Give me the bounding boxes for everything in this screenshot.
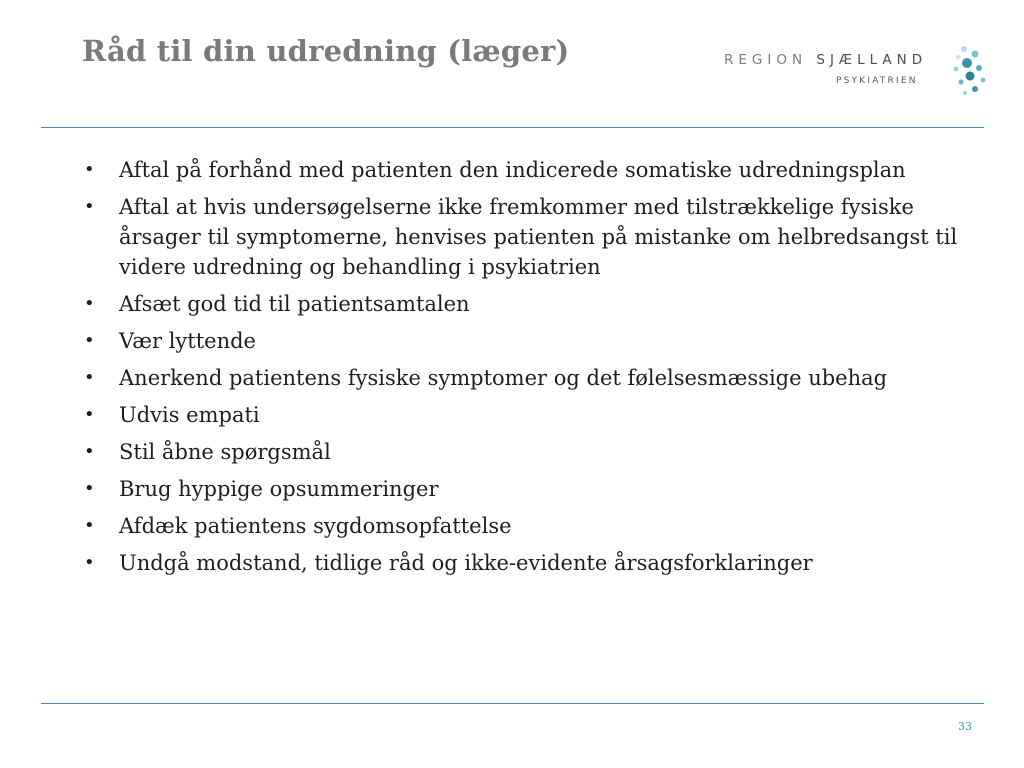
bullet-item: • Afsæt god tid til patientsamtalen (80, 289, 985, 319)
logo-wordmark (724, 52, 927, 68)
header-divider (41, 127, 984, 128)
footer-divider (41, 703, 984, 704)
logo-name-text: SJÆLLAND (816, 52, 928, 68)
bullet-dot-icon: • (84, 330, 95, 351)
bullet-dot-icon: • (84, 515, 95, 536)
bullet-item: • Stil åbne spørgsmål (80, 437, 985, 467)
bullet-list (80, 155, 985, 585)
bullet-dot-icon: • (84, 441, 95, 462)
bullet-item: • Vær lyttende (80, 326, 985, 356)
bullet-item: • Anerkend patientens fysiske symptomer og det følelsesmæssige ubehag (80, 363, 985, 393)
region-sjaelland-logo (720, 42, 990, 102)
bullet-dot-icon: • (84, 196, 95, 217)
bullet-dot-icon: • (84, 367, 95, 388)
bullet-item: • Udvis empati (80, 400, 985, 430)
bullet-dot-icon: • (84, 159, 95, 180)
bullet-item: • Undgå modstand, tidlige råd og ikke-evidente årsagsforklaringer (80, 548, 985, 578)
bullet-dot-icon: • (84, 404, 95, 425)
bullet-dot-icon: • (84, 293, 95, 314)
logo-subtitle: PSYKIATRIEN (836, 76, 918, 86)
bullet-item: • Aftal på forhånd med patienten den indicerede somatiske udredningsplan (80, 155, 985, 185)
logo-region-text: REGION (724, 52, 817, 68)
dots-logo-icon (945, 42, 990, 102)
slide-title: Råd til din udredning (læger) (82, 34, 570, 68)
page-number: 33 (958, 720, 972, 733)
bullet-item: • Aftal at hvis undersøgelserne ikke fremkommer med tilstrækkelige fysiske årsager til symptomerne, henvises patienten på mistanke om helbredsangst til videre udredning og behandling i psykiatrien (80, 192, 985, 282)
bullet-dot-icon: • (84, 552, 95, 573)
bullet-item: • Afdæk patientens sygdomsopfattelse (80, 511, 985, 541)
bullet-item: • Brug hyppige opsummeringer (80, 474, 985, 504)
bullet-dot-icon: • (84, 478, 95, 499)
